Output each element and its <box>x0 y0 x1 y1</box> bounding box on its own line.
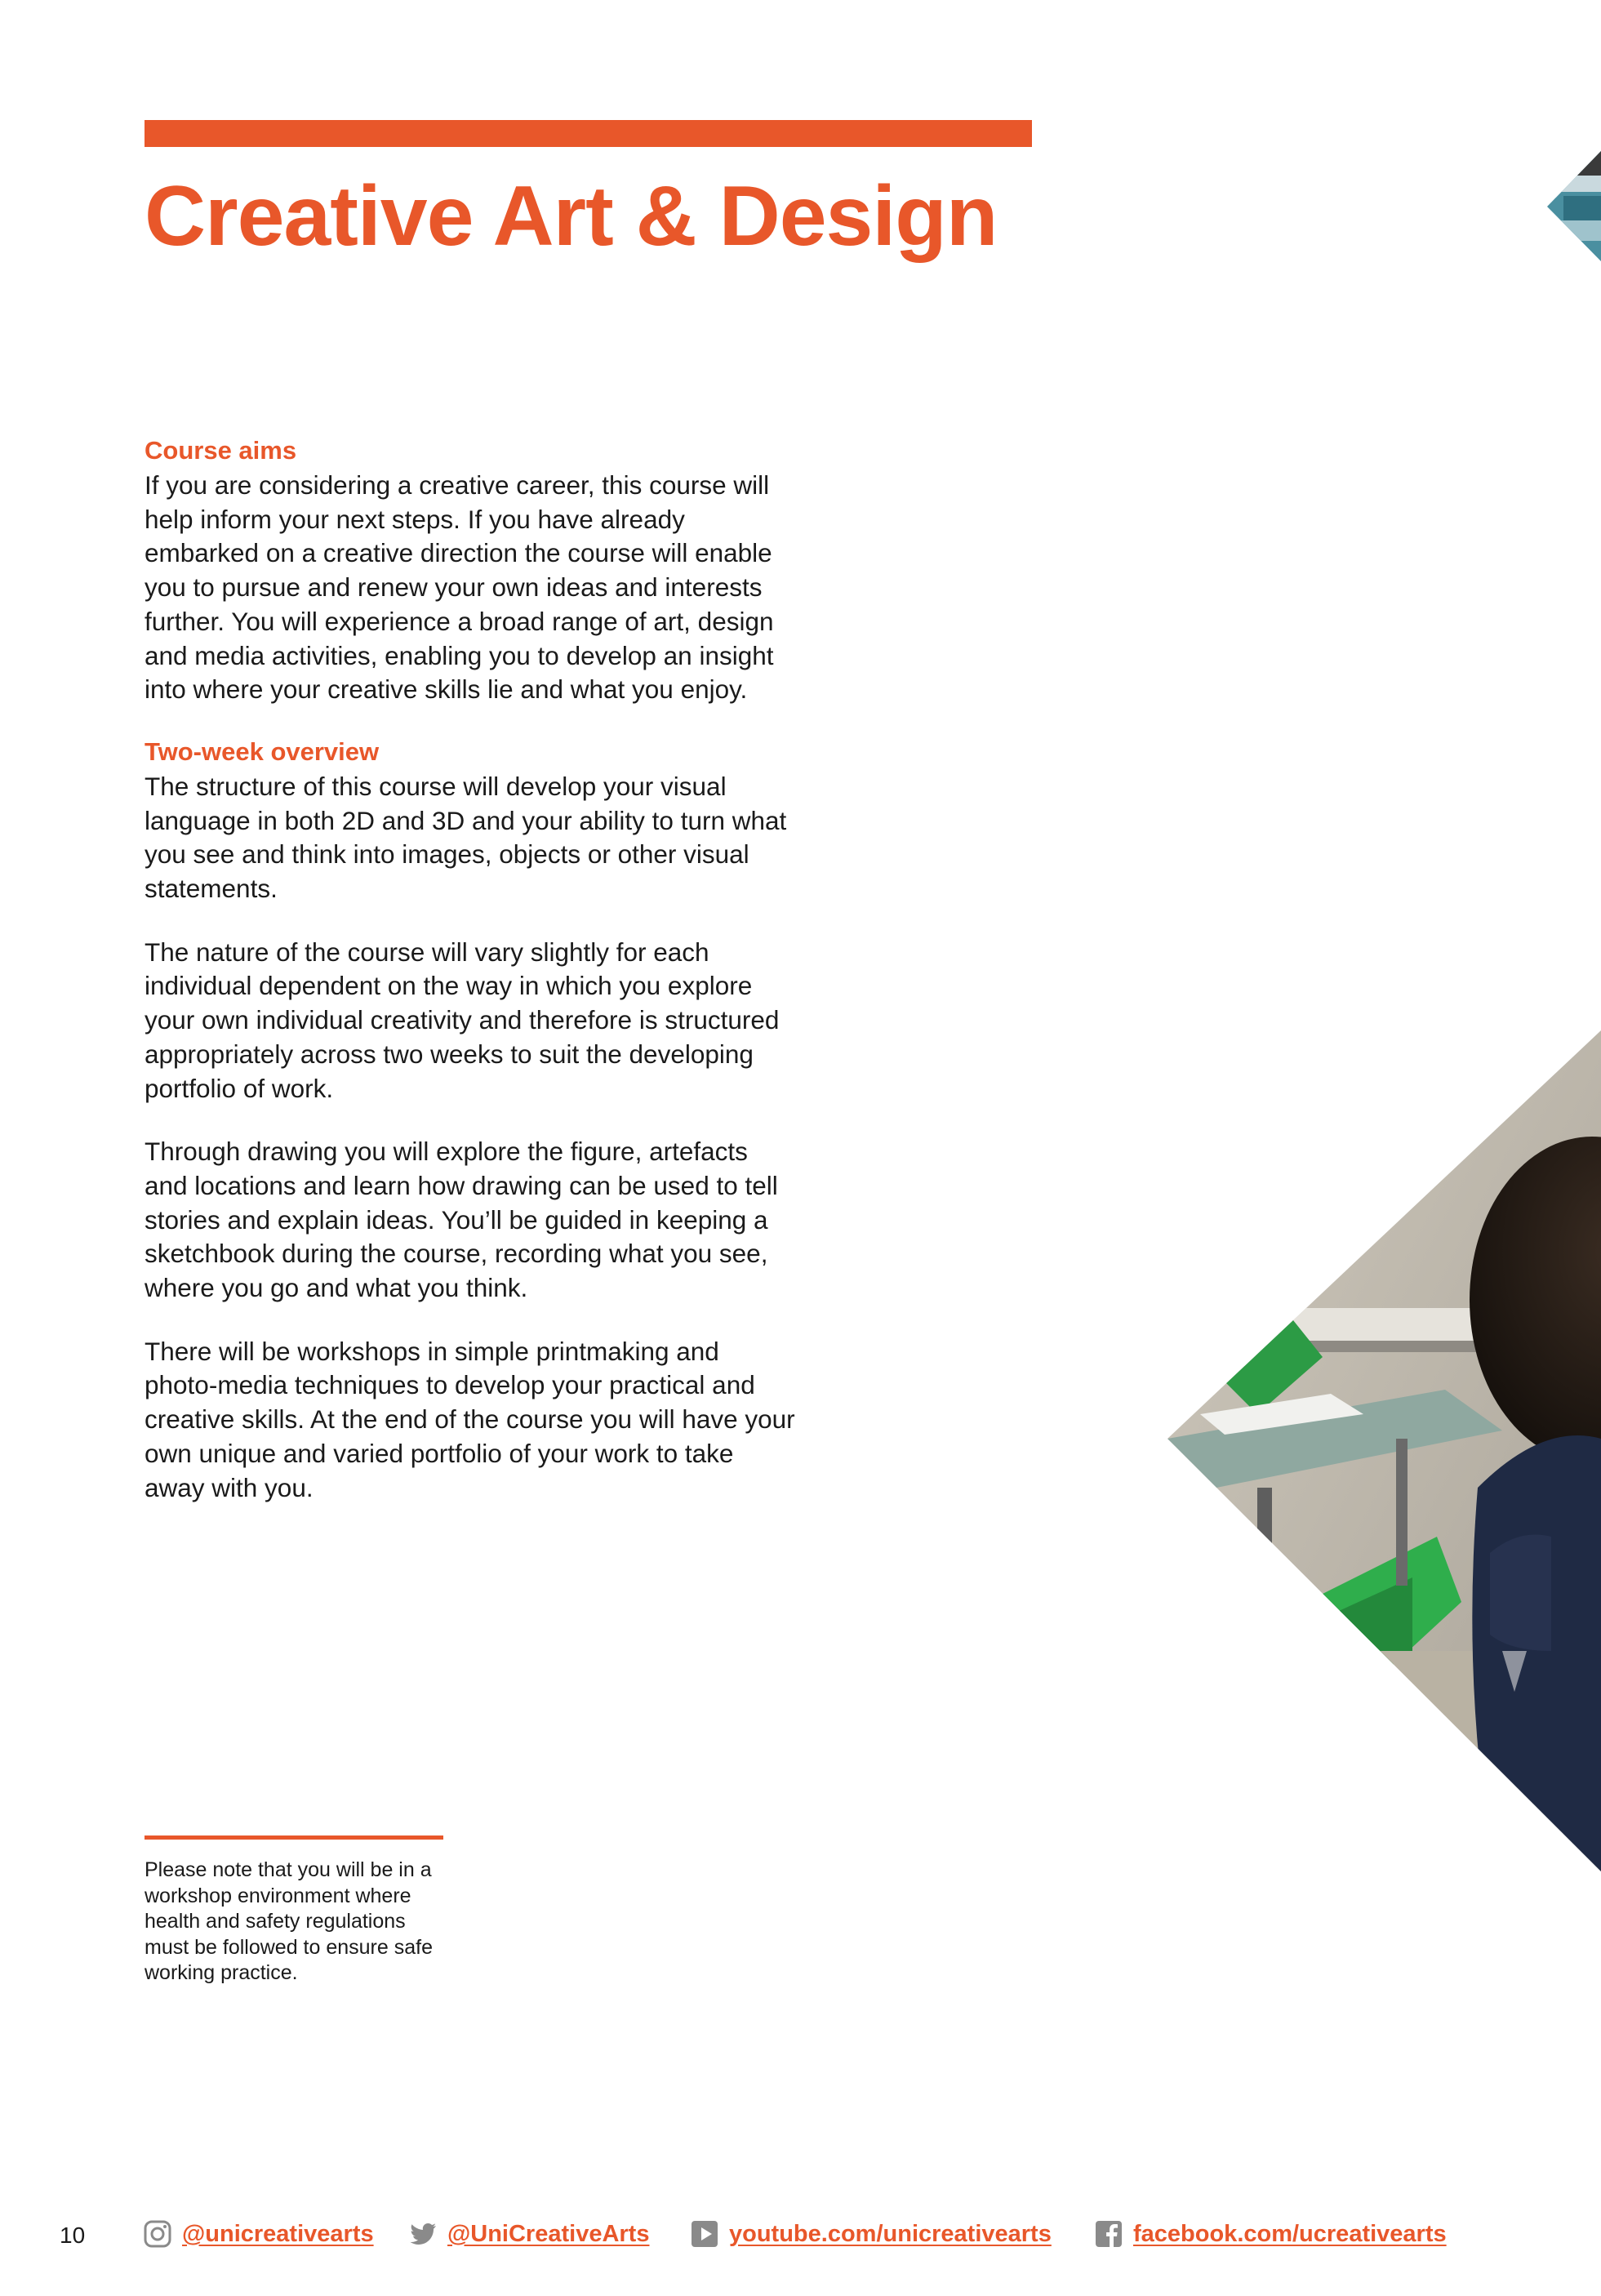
social-twitter[interactable] <box>408 2218 649 2250</box>
course-aims-paragraph: If you are considering a creative career, this course will help inform your next steps. If you have already embarked on a creative direction the course will enable you to pursue and renew your own ideas and interests further. You will experience a broad range of art, design and media activities, enabling you to develop an insight into where your creative skills lie and what you enjoy. <box>145 470 774 705</box>
main-content <box>145 433 798 1505</box>
section-heading-course-aims: Course aims <box>145 436 297 465</box>
overview-paragraph-3: Through drawing you will explore the figure, artefacts and locations and learn how drawing can be used to tell stories and explain ideas. You’ll be guided in keeping a sketchbook during the course, recording what you see, where you go and what you think. <box>145 1137 778 1303</box>
page-title: Creative Art & Design <box>145 169 998 264</box>
section-heading-two-week-overview: Two-week overview <box>145 736 380 766</box>
facebook-link[interactable]: facebook.com/ucreativearts <box>1133 2220 1447 2247</box>
youtube-icon <box>690 2219 719 2249</box>
photo-fragment-top <box>1547 151 1601 261</box>
twitter-link[interactable]: @UniCreativeArts <box>447 2220 650 2247</box>
twitter-icon <box>408 2219 438 2249</box>
overview-paragraph-4: There will be workshops in simple printmaking and photo-media techniques to develop your practical and creative skills. At the end of the course you will have your own unique and varied portfolio of your work to take away with you. <box>145 1336 795 1502</box>
studio-photo <box>1167 1030 1601 1871</box>
footnote-rule <box>145 1835 443 1840</box>
social-facebook[interactable] <box>1094 2218 1447 2250</box>
title-accent-bar <box>145 120 1032 147</box>
instagram-link[interactable]: @unicreativearts <box>182 2220 374 2247</box>
overview-paragraph-2: The nature of the course will vary slightly for each individual dependent on the way in which you explore your own individual creativity and therefore is structured appropriately across two weeks to suit the developing portfolio of work. <box>145 937 780 1103</box>
safety-footnote: Please note that you will be in a workshop environment where health and safety regulations must be followed to ensure safe working practice. <box>145 1858 433 1984</box>
page-number: 10 <box>60 2223 86 2248</box>
page-footer <box>0 2214 1601 2255</box>
social-youtube[interactable] <box>690 2218 1052 2250</box>
social-instagram[interactable] <box>143 2218 374 2250</box>
overview-paragraph-1: The structure of this course will develop your visual language in both 2D and 3D and your ability to turn what you see and think into images, objects or other visual statements. <box>145 771 787 904</box>
facebook-icon <box>1094 2219 1123 2249</box>
youtube-link[interactable]: youtube.com/unicreativearts <box>729 2220 1052 2247</box>
instagram-icon <box>143 2219 172 2249</box>
